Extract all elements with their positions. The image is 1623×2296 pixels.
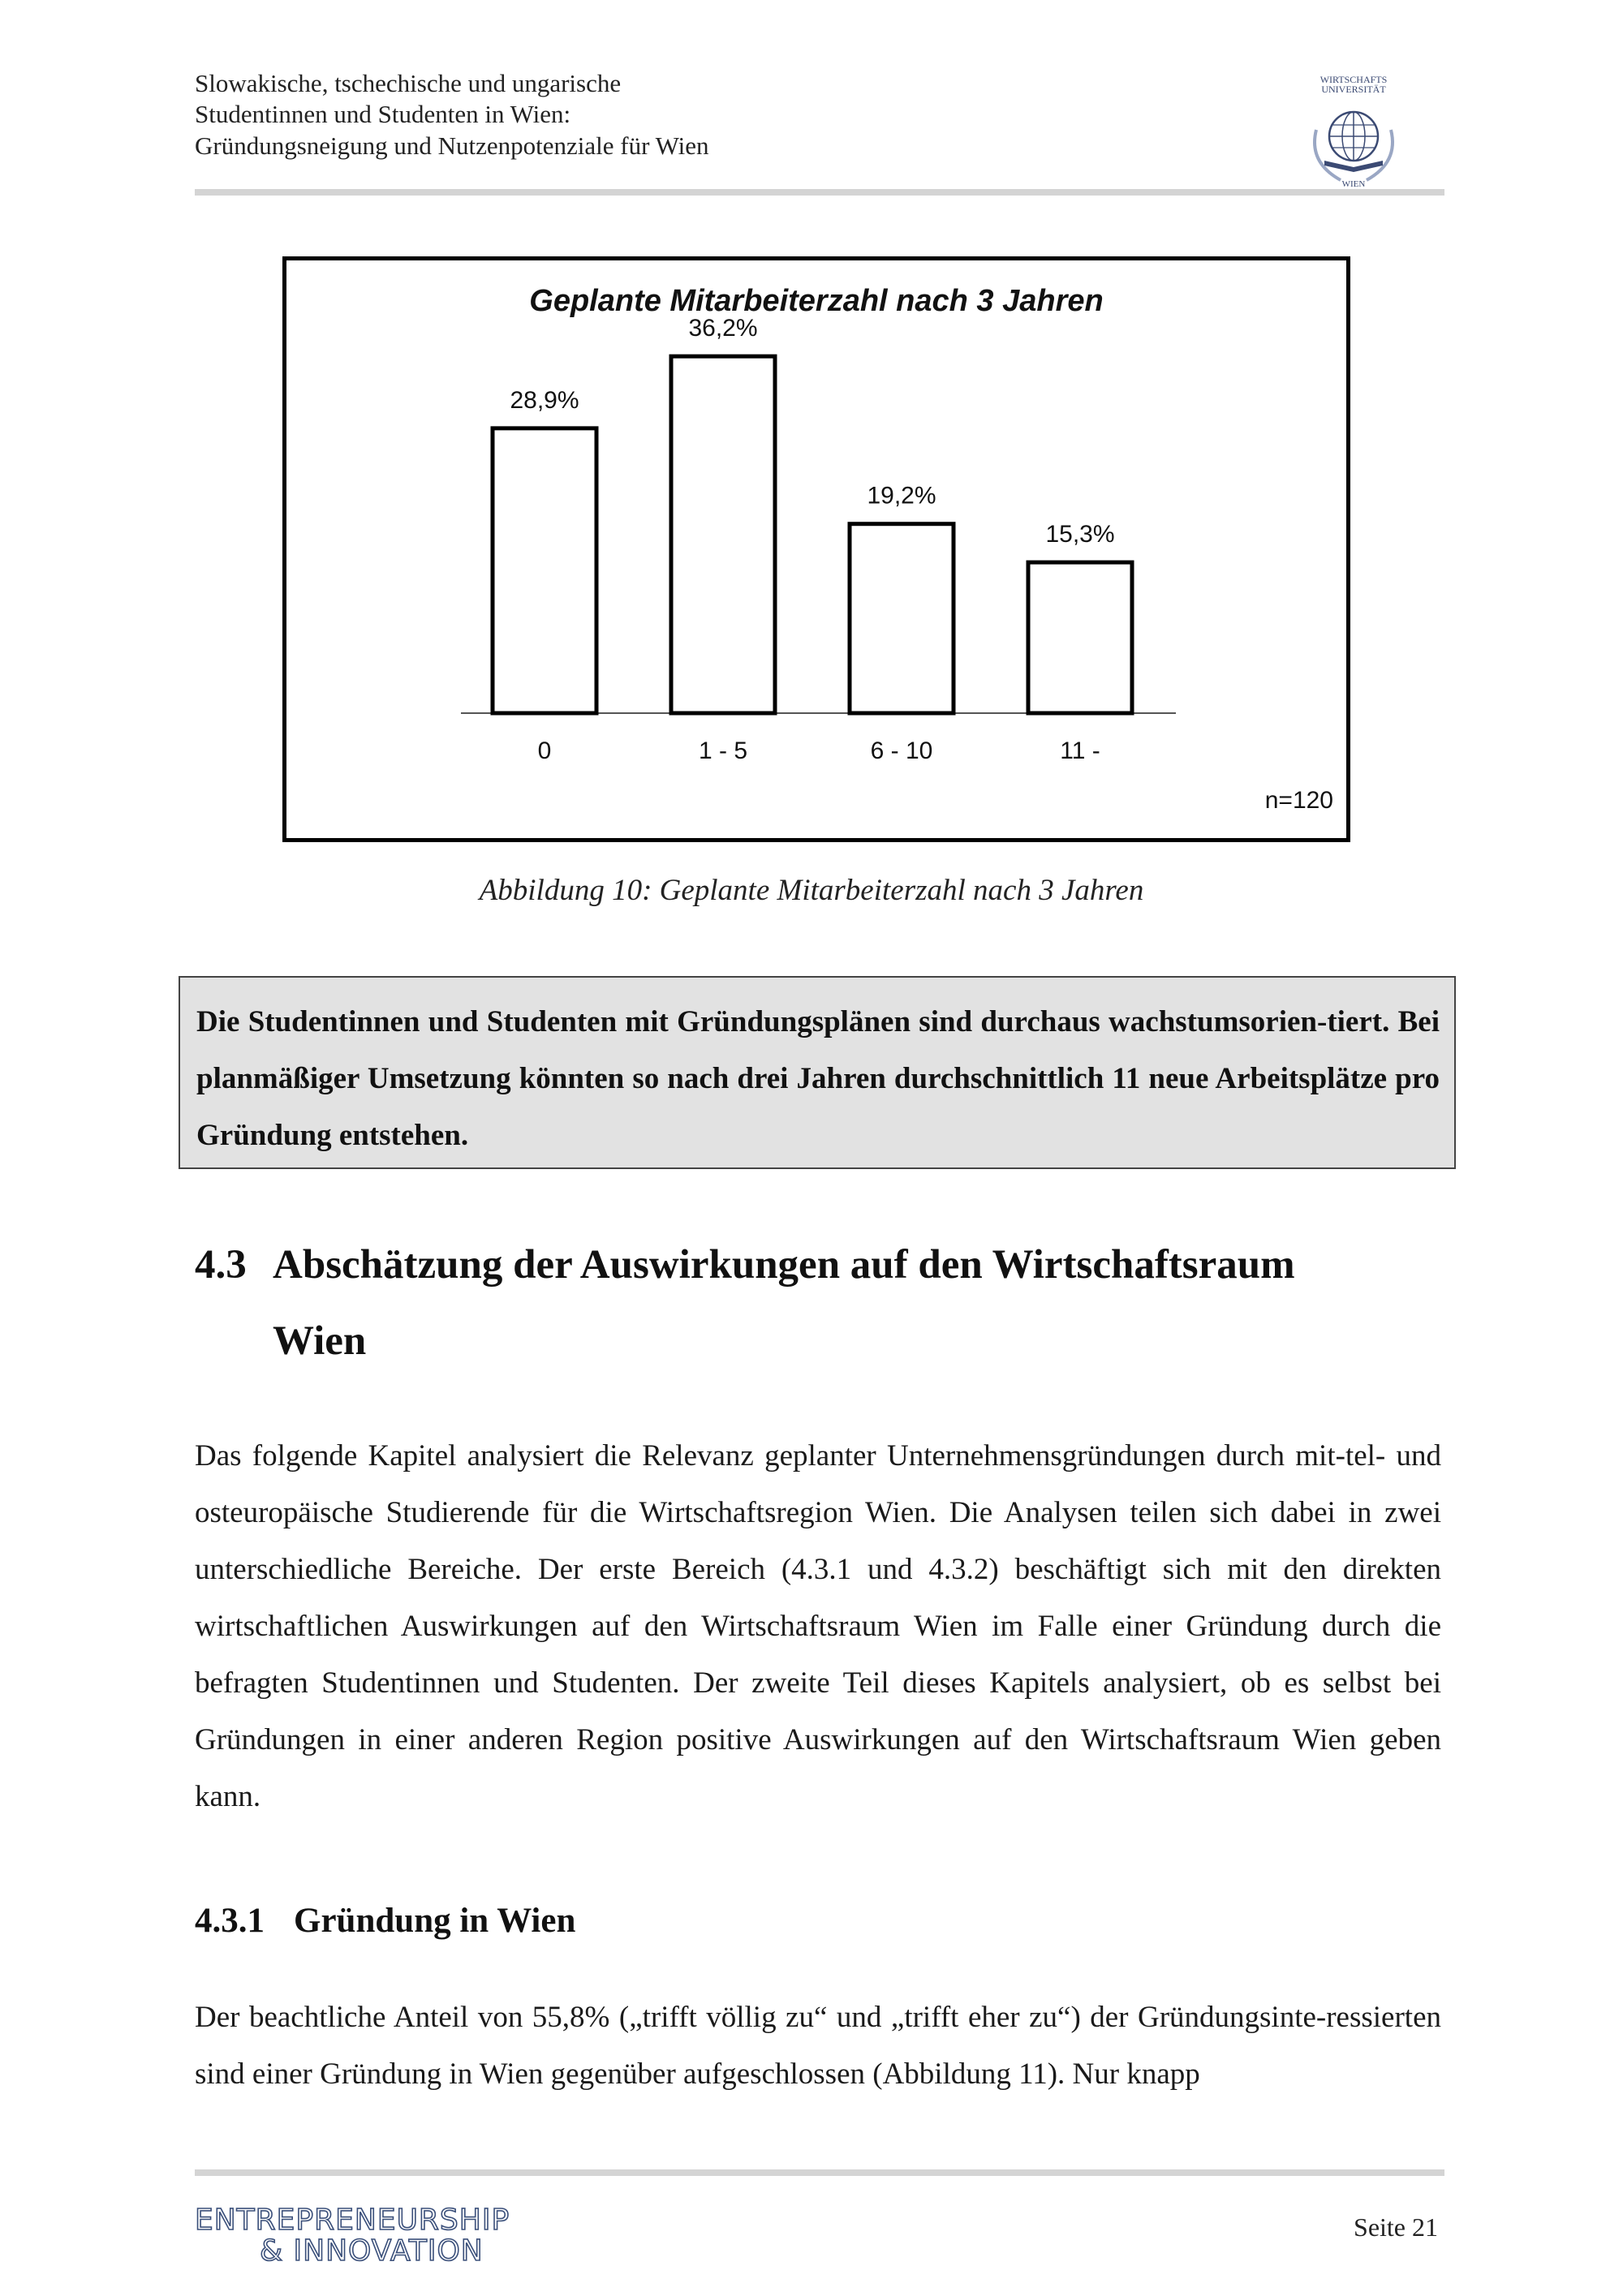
logo-text-1: WIRTSCHAFTS — [1319, 74, 1388, 85]
section-title-line2: Wien — [273, 1318, 367, 1364]
footer-logo-line2: & INNOVATION — [260, 2234, 484, 2268]
figure-caption: Abbildung 10: Geplante Mitarbeiterzahl nach 3 Jahren — [479, 874, 1144, 907]
footer-logo — [195, 2205, 510, 2267]
bar-3 — [1028, 562, 1132, 713]
book-icon — [1324, 161, 1383, 172]
section-title-line1: Abschätzung der Auswirkungen auf den Wirtschaftsraum — [273, 1242, 1295, 1288]
summary-box — [179, 976, 1456, 1169]
university-logo — [1292, 73, 1415, 195]
data-label-3: 15,3% — [1045, 521, 1115, 548]
header-line-2: Studentinnen und Studenten in Wien: — [195, 100, 571, 128]
paragraph-2: Der beachtliche Anteil von 55,8% („trifft völlig zu“ und „trifft eher zu“) der Gründungsinte-ressierten sind einer Gründung in Wien gegenüber aufgeschlossen (Abbildung 11). Nur knapp — [195, 2001, 1441, 2091]
data-label-1: 36,2% — [688, 315, 758, 342]
subsection-title: Gründung in Wien — [294, 1902, 576, 1940]
bar-1 — [671, 356, 775, 713]
chart-title: Geplante Mitarbeiterzahl nach 3 Jahren — [529, 284, 1104, 318]
category-label-1: 1 - 5 — [698, 737, 748, 764]
data-label-0: 28,9% — [510, 386, 579, 414]
chart-frame — [282, 256, 1350, 842]
subsection-heading — [195, 1897, 575, 1946]
header-line-3: Gründungsneigung und Nutzenpotenziale für Wien — [195, 131, 709, 160]
page-number: Seite 21 — [1354, 2212, 1438, 2242]
section-number: 4.3 — [195, 1242, 247, 1288]
logo-text-2: UNIVERSITÄT — [1321, 84, 1386, 95]
data-label-2: 19,2% — [867, 482, 936, 510]
header-rule — [195, 189, 1444, 196]
paragraph-1: Das folgende Kapitel analysiert die Relevanz geplanter Unternehmensgründungen durch mit-tel- und osteuropäische Studierende für die Wirtschaftsregion Wien. Die Analysen teilen sich dabei in zwei unterschiedliche Bereiche. Der erste Bereich (4.3.1 und 4.3.2) beschäftigt sich mit den direkten wirtschaftlichen Auswirkungen auf den Wirtschaftsraum Wien im Falle einer Gründung durch die befragten Studentinnen und Studenten. Der zweite Teil dieses Kapitels analysiert, ob es selbst bei Gründungen in einer anderen Region positive Auswirkungen auf den Wirtschaftsraum Wien geben kann. — [195, 1439, 1441, 1813]
category-label-0: 0 — [537, 737, 552, 764]
section-heading — [195, 1227, 1295, 1379]
footer-logo-line1: ENTREPRENEURSHIP — [195, 2204, 510, 2237]
category-label-3: 11 - — [1060, 737, 1100, 764]
logo-text-3: WIEN — [1341, 179, 1366, 189]
bar-2 — [850, 524, 954, 713]
bar-chart — [286, 260, 1346, 838]
footer-rule — [195, 2169, 1444, 2176]
category-label-2: 6 - 10 — [870, 737, 933, 764]
sample-size-note: n=120 — [1264, 787, 1333, 814]
subsection-number: 4.3.1 — [195, 1902, 265, 1940]
header-line-1: Slowakische, tschechische und ungarische — [195, 69, 622, 97]
summary-text: Die Studentinnen und Studenten mit Gründungsplänen sind durchaus wachstumsorien-tiert. Bei planmäßiger Umsetzung könnten so nach drei Jahren durchschnittlich 11 neue Arbeitsplätze pro Gründung entstehen. — [196, 1005, 1440, 1152]
bar-0 — [493, 428, 596, 713]
